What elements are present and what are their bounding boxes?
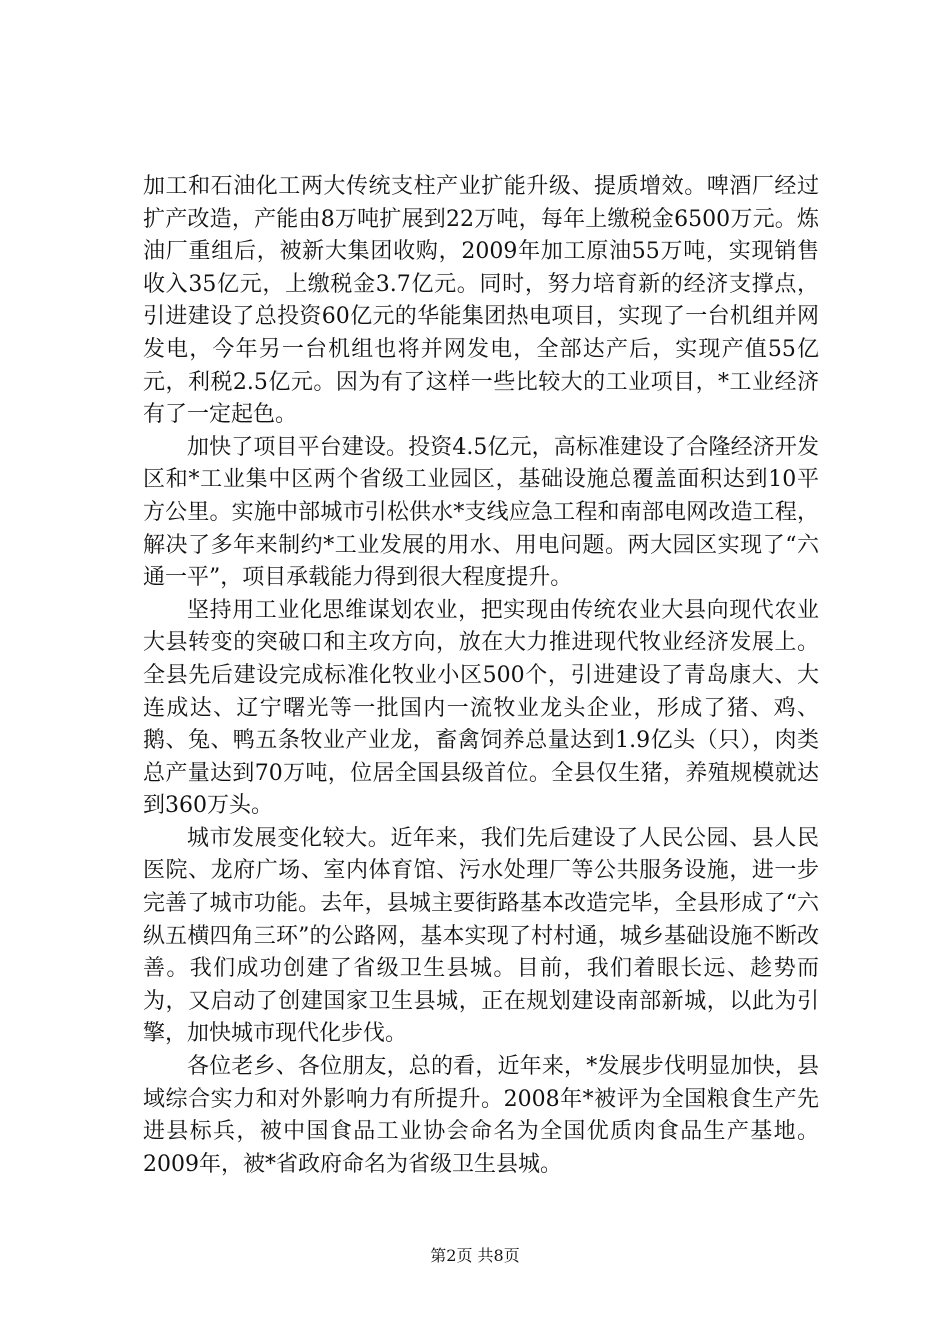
paragraph-industry: 加工和石油化工两大传统支柱产业扩能升级、提质增效。啤酒厂经过扩产改造，产能由8万吨扩展到22万吨，每年上缴税金6500万元。炼油厂重组后，被新大集团收购，2009年加工原油55万吨，实现销售收入35亿元，上缴税金3.7亿元。同时，努力培育新的经济支撑点，引进建设了总投资60亿元的华能集团热电项目，实现了一台机组并网发电，今年另一台机组也将并网发电，全部达产后，实现产值55亿元，利税2.5亿元。因为有了这样一些比较大的工业项目，*工业经济有了一定起色。 [143,174,819,428]
paragraph-project-platform: 加快了项目平台建设。投资4.5亿元，高标准建设了合隆经济开发区和*工业集中区两个省级工业园区，基础设施总覆盖面积达到10平方公里。实施中部城市引松供水*支线应急工程和南部电网改造工程，解决了多年来制约*工业发展的用水、用电问题。两大园区实现了“六通一平”，项目承载能力得到很大程度提升。 [143,434,819,591]
paragraph-summary: 各位老乡、各位朋友，总的看，近年来，*发展步伐明显加快，县域综合实力和对外影响力有所提升。2008年*被评为全国粮食生产先进县标兵，被中国食品工业协会命名为全国优质肉食品生产基地。2009年，被*省政府命名为省级卫生县城。 [143,1054,819,1177]
page-number-footer: 第2页 共8页 [430,1246,520,1265]
paragraph-city-development: 城市发展变化较大。近年来，我们先后建设了人民公园、县人民医院、龙府广场、室内体育馆、污水处理厂等公共服务设施，进一步完善了城市功能。去年，县城主要街路基本改造完毕，全县形成了“六纵五横四角三环”的公路网，基本实现了村村通，城乡基础设施不断改善。我们成功创建了省级卫生县城。目前，我们着眼长远、趁势而为，又启动了创建国家卫生县城，正在规划建设南部新城，以此为引擎，加快城市现代化步伐。 [143,825,819,1047]
document-body [143,171,819,1181]
paragraph-agriculture: 坚持用工业化思维谋划农业，把实现由传统农业大县向现代农业大县转变的突破口和主攻方向，放在大力推进现代牧业经济发展上。全县先后建设完成标准化牧业小区500个，引进建设了青岛康大、大连成达、辽宁曙光等一批国内一流牧业龙头企业，形成了猪、鸡、鹅、兔、鸭五条牧业产业龙，畜禽饲养总量达到1.9亿头（只），肉类总产量达到70万吨，位居全国县级首位。全县仅生猪，养殖规模就达到360万头。 [143,597,819,819]
